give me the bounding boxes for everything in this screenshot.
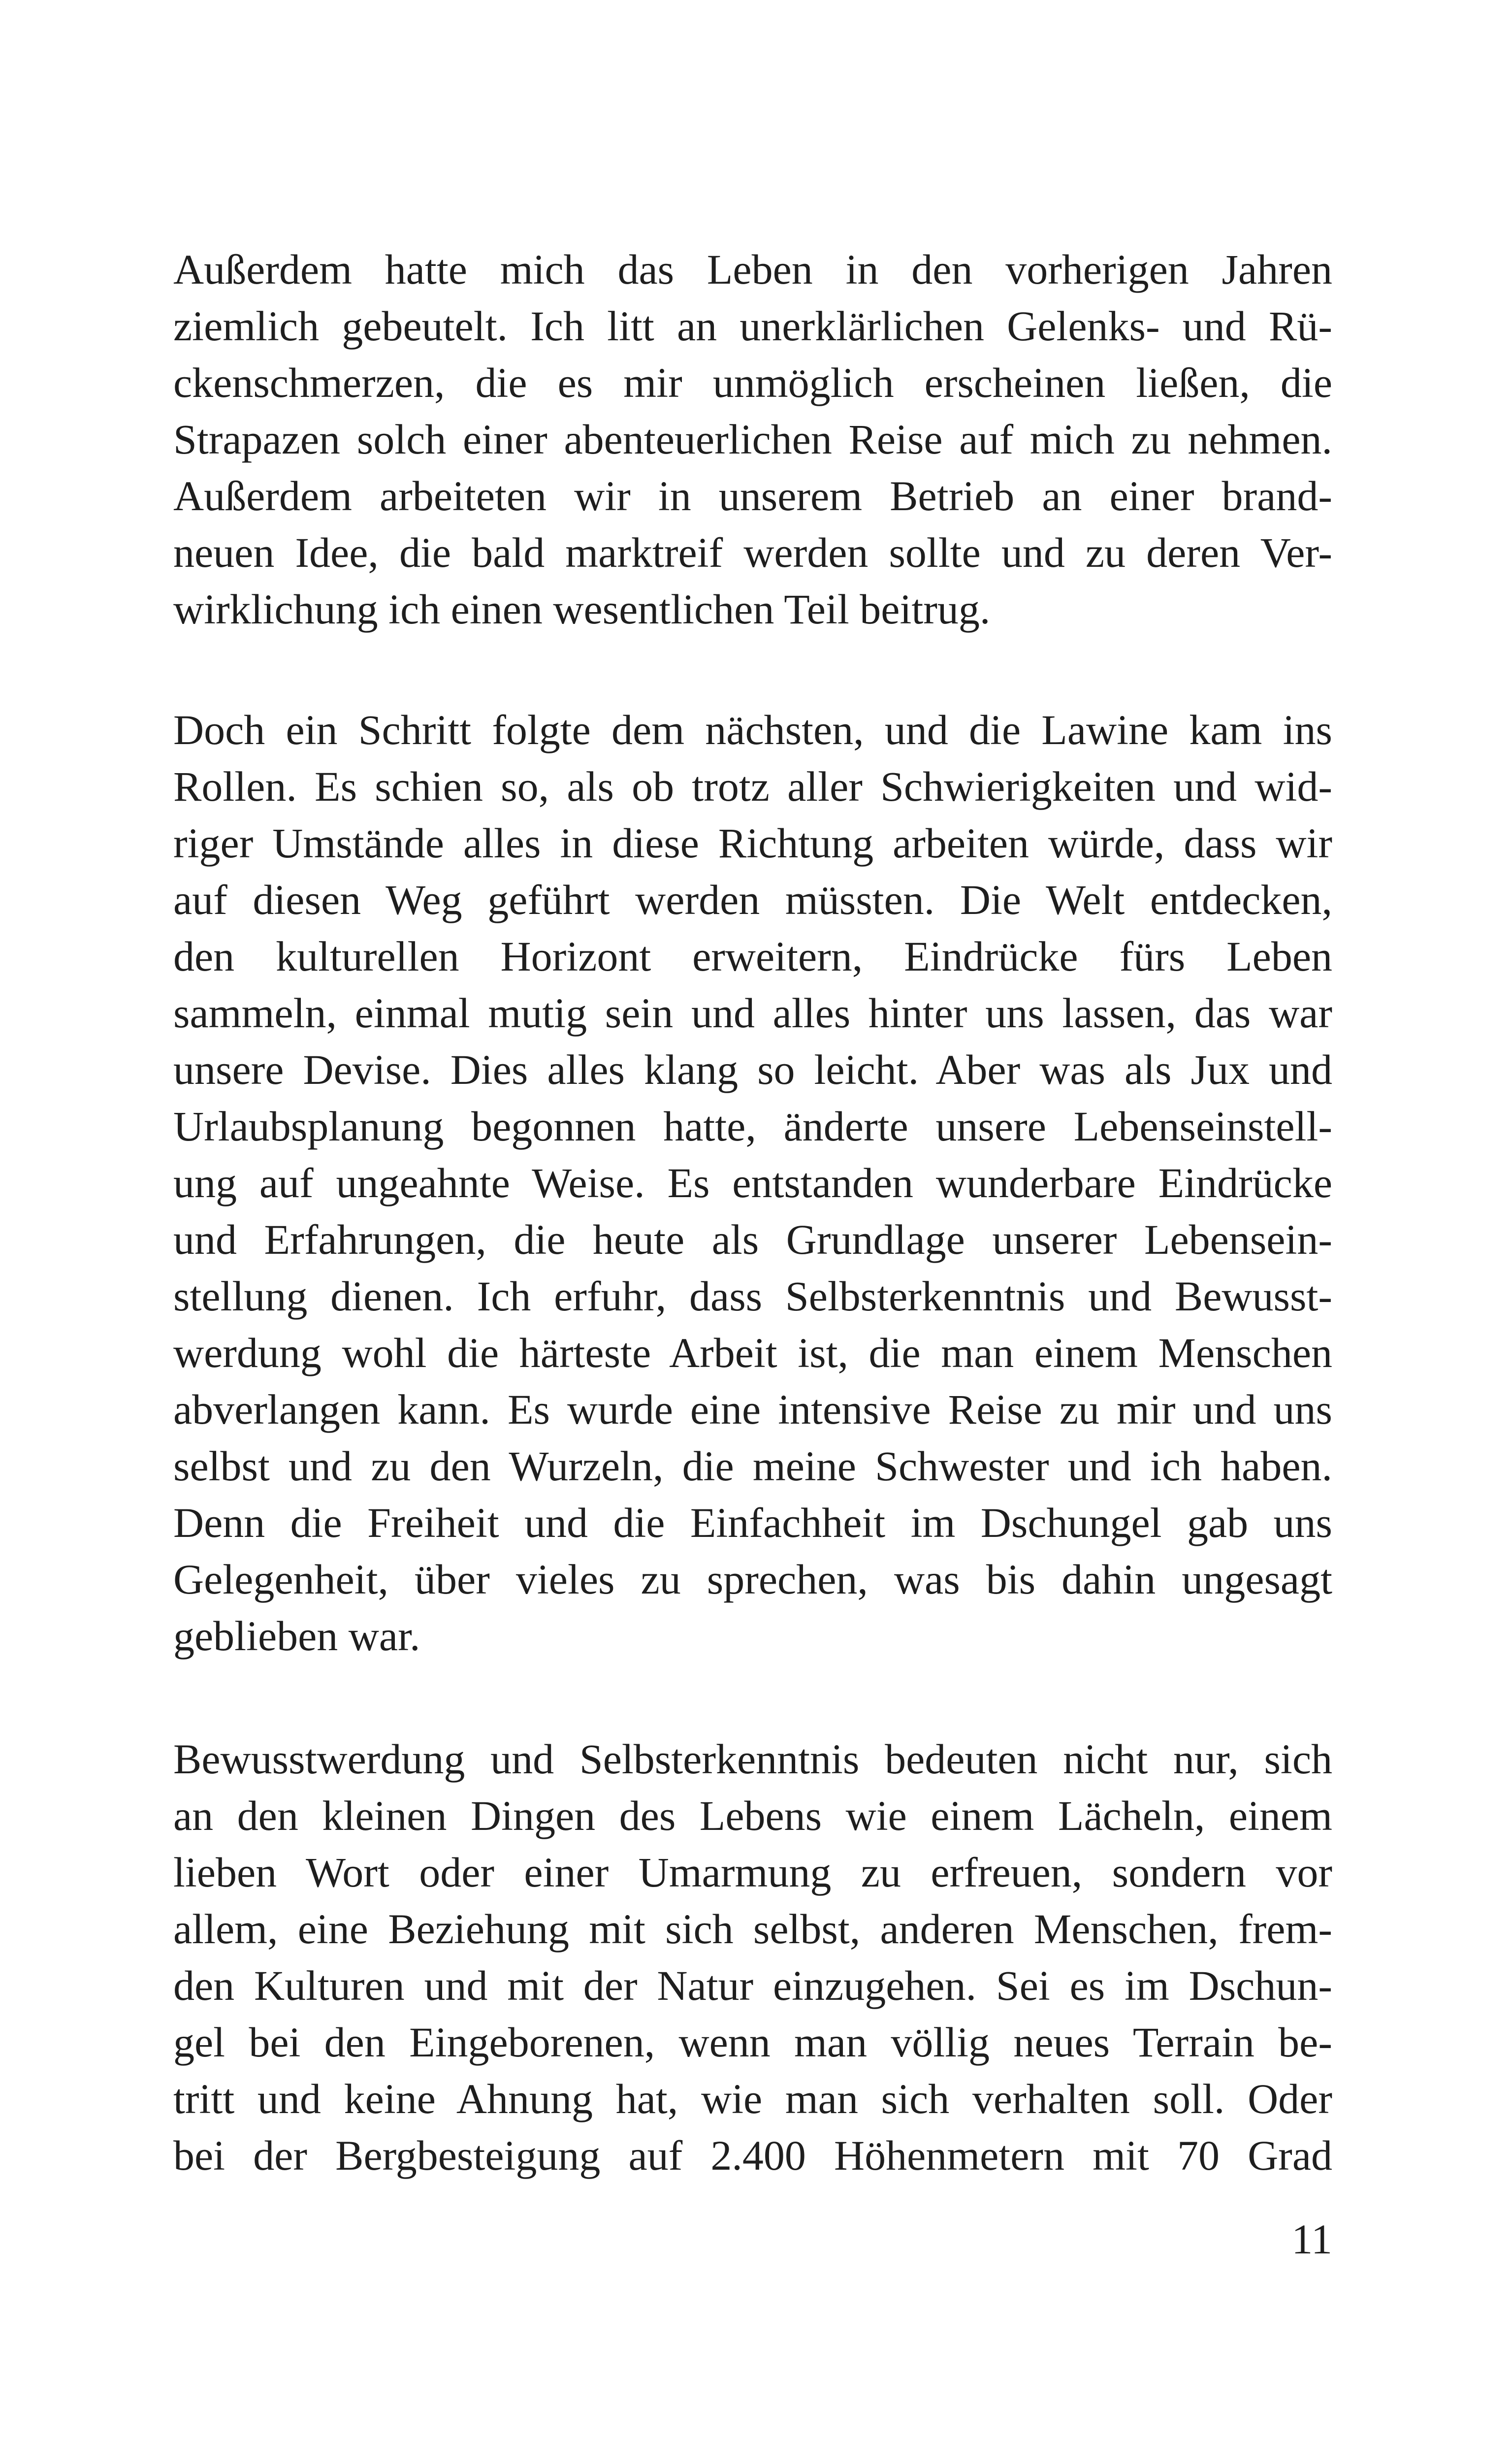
text-line: tritt und keine Ahnung hat, wie man sich verhalten soll. Oder [173, 2075, 1332, 2122]
page-number: 11 [1291, 2215, 1332, 2263]
text-line: und Erfahrungen, die heute als Grundlage unserer Lebensein- [173, 1216, 1332, 1263]
text-line: ung auf ungeahnte Weise. Es entstanden wunderbare Eindrücke [173, 1159, 1332, 1206]
text-line: allem, eine Beziehung mit sich selbst, anderen Menschen, frem- [173, 1905, 1332, 1953]
text-line: selbst und zu den Wurzeln, die meine Schwester und ich haben. [173, 1442, 1332, 1490]
text-line: den Kulturen und mit der Natur einzugehen. Sei es im Dschun- [173, 1962, 1332, 2009]
text-line: Urlaubsplanung begonnen hatte, änderte unsere Lebenseinstell- [173, 1103, 1332, 1150]
text-line: unsere Devise. Dies alles klang so leicht. Aber was als Jux und [173, 1046, 1332, 1093]
text-line: auf diesen Weg geführt werden müssten. Die Welt entdecken, [173, 876, 1332, 923]
text-line: Gelegenheit, über vieles zu sprechen, was bis dahin ungesagt [173, 1556, 1332, 1603]
text-line: Strapazen solch einer abenteuerlichen Reise auf mich zu nehmen. [173, 416, 1332, 463]
text-line: Außerdem hatte mich das Leben in den vorherigen Jahren [173, 246, 1332, 293]
text-line: stellung dienen. Ich erfuhr, dass Selbsterkenntnis und Bewusst- [173, 1272, 1332, 1320]
text-line: ziemlich gebeutelt. Ich litt an unerklärlichen Gelenks- und Rü- [173, 302, 1332, 350]
text-line: Außerdem arbeiteten wir in unserem Betrieb an einer brand- [173, 472, 1332, 520]
text-line: Bewusstwerdung und Selbsterkenntnis bedeuten nicht nur, sich [173, 1735, 1332, 1783]
text-line: lieben Wort oder einer Umarmung zu erfreuen, sondern vor [173, 1849, 1332, 1896]
text-line: Doch ein Schritt folgte dem nächsten, und die Lawine kam ins [173, 706, 1332, 753]
text-line: bei der Bergbesteigung auf 2.400 Höhenmetern mit 70 Grad [173, 2132, 1332, 2179]
text-line: gel bei den Eingeborenen, wenn man völlig neues Terrain be- [173, 2019, 1332, 2066]
text-line: an den kleinen Dingen des Lebens wie einem Lächeln, einem [173, 1792, 1332, 1839]
text-line: ckenschmerzen, die es mir unmöglich erscheinen ließen, die [173, 359, 1332, 406]
text-line: den kulturellen Horizont erweitern, Eindrücke fürs Leben [173, 933, 1332, 980]
text-line: werdung wohl die härteste Arbeit ist, die man einem Menschen [173, 1329, 1332, 1376]
text-line: geblieben war. [173, 1612, 420, 1660]
paragraph [173, 702, 1332, 1664]
paragraph [173, 241, 1332, 638]
text-line: neuen Idee, die bald marktreif werden sollte und zu deren Ver- [173, 529, 1332, 576]
text-line: wirklichung ich einen wesentlichen Teil beitrug. [173, 586, 991, 633]
text-line: Rollen. Es schien so, als ob trotz aller Schwierigkeiten und wid- [173, 763, 1332, 810]
text-line: abverlangen kann. Es wurde eine intensive Reise zu mir und uns [173, 1386, 1332, 1433]
text-line: sammeln, einmal mutig sein und alles hinter uns lassen, das war [173, 989, 1332, 1037]
text-line: riger Umstände alles in diese Richtung arbeiten würde, dass wir [173, 819, 1332, 867]
paragraph [173, 1731, 1332, 2184]
text-line: Denn die Freiheit und die Einfachheit im Dschungel gab uns [173, 1499, 1332, 1546]
